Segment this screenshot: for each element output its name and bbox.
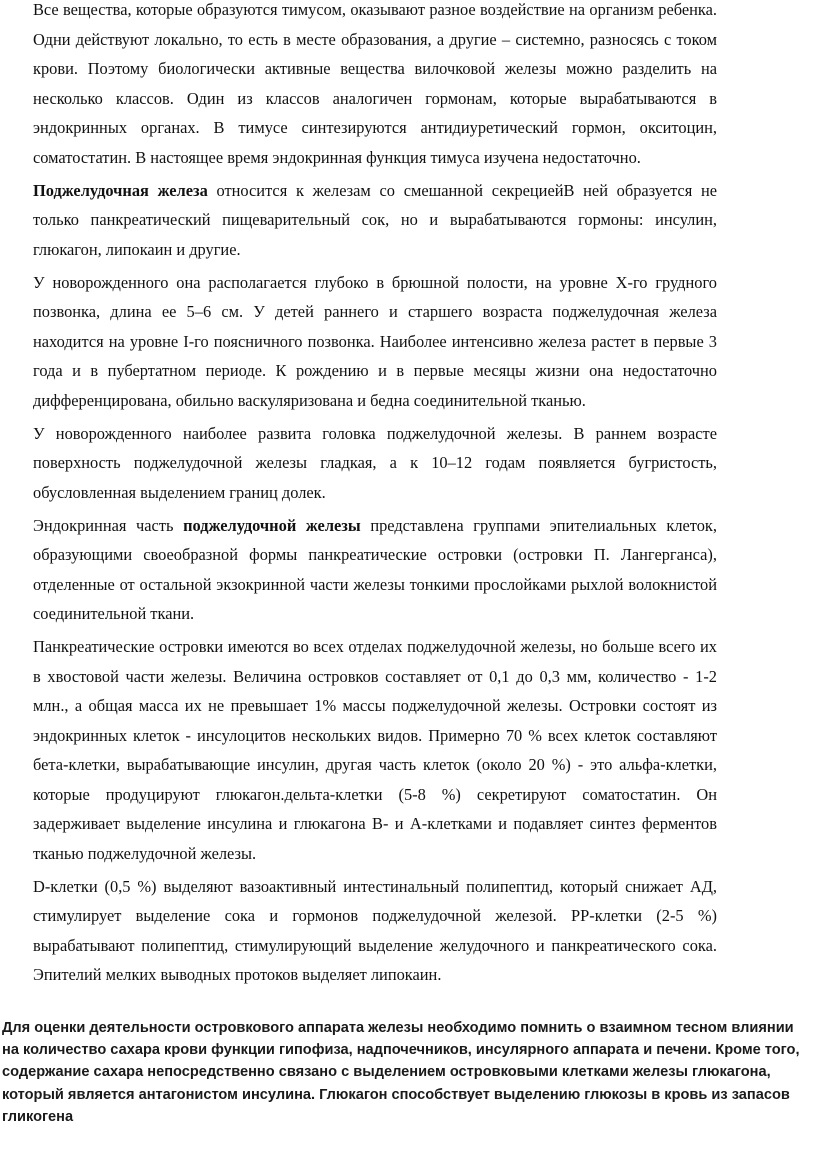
paragraph-thymus: Все вещества, которые образуются тимусом, оказывают разное воздействие на организм ребенка. Одни действуют локально, то есть в месте образования, а другие – системно, разносясь с током крови. Поэтому биологически активные вещества вилочковой железы можно разделить на несколько классов. Один из классов аналогичен гормонам, которые вырабатываются в эндокринных органах. В тимусе синтезируются антидиуретический гормон, окситоцин, соматостатин. В настоящее время эндокринная функция тимуса изучена недостаточно. xyxy=(33,0,717,167)
paragraph-pancreas-text: относится к железам со смешанной секрециейВ ней образуется не только панкреатический пищеварительный сок, но и вырабатываются гормоны: инсулин, глюкагон, липокаин и другие. xyxy=(33,180,718,259)
main-text xyxy=(33,0,717,993)
paragraph-endocrine xyxy=(33,511,717,629)
paragraph-islets: Панкреатические островки имеются во всех отделах поджелудочной железы, но больше всего их в хвостовой части железы. Величина островков составляет от 0,1 до 0,3 мм, количество - 1-2 млн., а общая масса их не превышает 1% массы поджелудочной железы. Островки состоят из эндокринных клеток - инсулоцитов нескольких видов. Примерно 70 % всех клеток составляют бета-клетки, вырабатывающие инсулин, другая часть клеток (около 20 %) - это альфа-клетки, которые продуцируют глюкагон.дельта-клетки (5-8 %) секретируют соматостатин. Он задерживает выделение инсулина и глюкагона В- и А-клетками и подавляет синтез ферментов тканью поджелудочной железы. xyxy=(33,637,717,863)
bold-summary xyxy=(2,1017,814,1128)
paragraph-endocrine-start: Эндокринная часть xyxy=(33,515,184,535)
paragraph-newborn-location: У новорожденного она располагается глубоко в брюшной полости, на уровне X-го грудного позвонка, длина ее 5–6 см. У детей раннего и старшего возраста поджелудочная железа находится на уровне I-го поясничного позвонка. Наиболее интенсивно железа растет в первые 3 года и в пубертатном периоде. К рождению и в первые месяцы жизни она недостаточно дифференцирована, обильно васкуляризована и бедна соединительной тканью. xyxy=(33,272,717,410)
paragraph-d-cells: D-клетки (0,5 %) выделяют вазоактивный интестинальный полипептид, который снижает АД, стимулирует выделение сока и гормонов поджелудочной железой. РР-клетки (2-5 %) вырабатывают полипептид, стимулирующий выделение желудочного и панкреатического сока. Эпителий мелких выводных протоков выделяет липокаин. xyxy=(33,876,717,984)
paragraph-newborn-head: У новорожденного наиболее развита головка поджелудочной железы. В раннем возрасте поверхность поджелудочной железы гладкая, а к 10–12 годам появляется бугристость, обусловленная выделением границ долек. xyxy=(33,423,717,502)
paragraph-endocrine-text: представлена группами эпителиальных клеток, образующими своеобразной формы панкреатические островки (островки П. Лангерганса), отделенные от остальной экзокринной части железы тонкими прослойками рыхлой волокнистой соединительной ткани. xyxy=(33,515,717,623)
paragraph-pancreas xyxy=(33,176,717,265)
paragraph-assessment: Для оценки деятельности островкового аппарата железы необходимо помнить о взаимном тесном влиянии на количество сахара крови функции гипофиза, надпочечников, инсулярного аппарата и печени. Кроме того, содержание сахара непосредственно связано с выделением островковыми клетками железы глюкагона, который является антагонистом инсулина. Глюкагон способствует выделению глюкозы в кровь из запасов гликогена xyxy=(2,1020,800,1125)
term-pancreatic-gland: поджелудочной железы xyxy=(183,515,361,535)
term-pancreas: Поджелудочная железа xyxy=(33,180,208,200)
